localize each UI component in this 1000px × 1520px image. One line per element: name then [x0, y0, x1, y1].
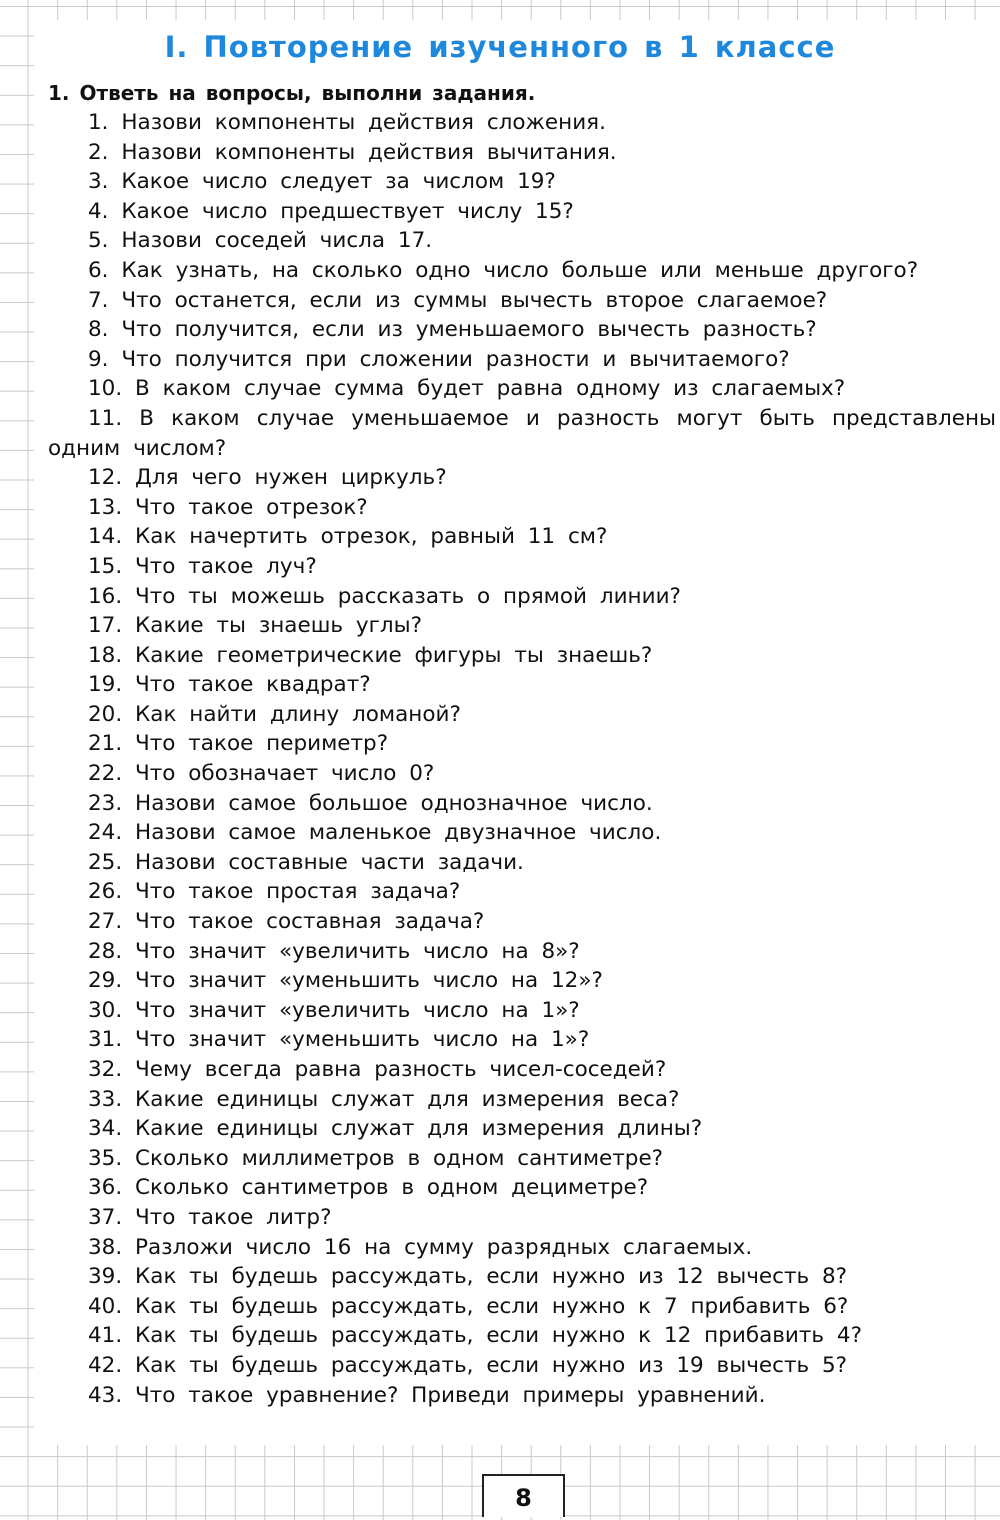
list-item: 36. Сколько сантиметров в одном дециметре?	[88, 1175, 649, 1201]
list-item: 38. Разложи число 16 на сумму разрядных слагаемых.	[88, 1234, 753, 1260]
list-item: 11. В каком случае уменьшаемое и разность могут быть представлены одним числом?	[48, 405, 996, 461]
list-item: 8. Что получится, если из уменьшаемого вычесть разность?	[88, 317, 817, 343]
list-item: 41. Как ты будешь рассуждать, если нужно к 12 прибавить 4?	[88, 1323, 863, 1349]
list-item: 40. Как ты будешь рассуждать, если нужно к 7 прибавить 6?	[88, 1293, 849, 1319]
list-item: 12. Для чего нужен циркуль?	[88, 465, 447, 491]
list-item: 39. Как ты будешь рассуждать, если нужно из 12 вычесть 8?	[88, 1264, 848, 1290]
list-item: 29. Что значит «уменьшить число на 12»?	[88, 968, 603, 994]
list-item: 24. Назови самое маленькое двузначное число.	[88, 820, 662, 846]
list-item: 25. Назови составные части задачи.	[88, 849, 524, 875]
list-item: 35. Сколько миллиметров в одном сантиметре?	[88, 1145, 664, 1171]
list-item: 34. Какие единицы служат для измерения длины?	[88, 1116, 703, 1142]
list-item: 28. Что значит «увеличить число на 8»?	[88, 938, 580, 964]
list-item: 31. Что значит «уменьшить число на 1»?	[88, 1027, 590, 1053]
list-item: 20. Как найти длину ломаной?	[88, 701, 461, 727]
list-item: 3. Какое число следует за числом 19?	[88, 169, 556, 195]
list-item: 23. Назови самое большое однозначное число.	[88, 790, 653, 816]
list-item: 6. Как узнать, на сколько одно число больше или меньше другого?	[88, 257, 919, 283]
list-item: 7. Что останется, если из суммы вычесть второе слагаемое?	[88, 287, 828, 313]
list-item: 22. Что обозначает число 0?	[88, 761, 435, 787]
list-item: 27. Что такое составная задача?	[88, 909, 485, 935]
list-item: 9. Что получится при сложении разности и вычитаемого?	[88, 346, 790, 372]
list-item: 13. Что такое отрезок?	[88, 494, 368, 520]
list-item: 4. Какое число предшествует числу 15?	[88, 198, 574, 224]
list-item: 10. В каком случае сумма будет равна одному из слагаемых?	[88, 376, 846, 402]
list-item: 16. Что ты можешь рассказать о прямой линии?	[88, 583, 681, 609]
page-number: 8	[482, 1474, 565, 1517]
task-block	[48, 78, 998, 1410]
list-item: 26. Что такое простая задача?	[88, 879, 461, 905]
list-item: 1. Назови компоненты действия сложения.	[88, 110, 606, 135]
list-item: 18. Какие геометрические фигуры ты знаешь?	[88, 642, 653, 668]
list-item: 15. Что такое луч?	[88, 553, 317, 579]
list-item: 37. Что такое литр?	[88, 1204, 332, 1230]
list-item: 14. Как начертить отрезок, равный 11 см?	[88, 524, 608, 550]
list-item: 33. Какие единицы служат для измерения веса?	[88, 1086, 680, 1112]
list-item: 30. Что значит «увеличить число на 1»?	[88, 997, 580, 1023]
task-heading: 1. Ответь на вопросы, выполни задания.	[48, 81, 536, 105]
list-item: 5. Назови соседей числа 17.	[88, 228, 433, 254]
list-item: 43. Что такое уравнение? Приведи примеры уравнений.	[88, 1382, 766, 1408]
list-item: 2. Назови компоненты действия вычитания.	[88, 139, 617, 165]
question-list	[48, 108, 998, 1410]
list-item: 19. Что такое квадрат?	[88, 672, 371, 698]
list-item: 32. Чему всегда равна разность чисел-соседей?	[88, 1057, 667, 1082]
list-item: 42. Как ты будешь рассуждать, если нужно из 19 вычесть 5?	[88, 1352, 848, 1378]
list-item: 21. Что такое периметр?	[88, 731, 389, 757]
page-title: I. Повторение изученного в 1 классе	[164, 30, 836, 64]
list-item: 17. Какие ты знаешь углы?	[88, 613, 423, 639]
